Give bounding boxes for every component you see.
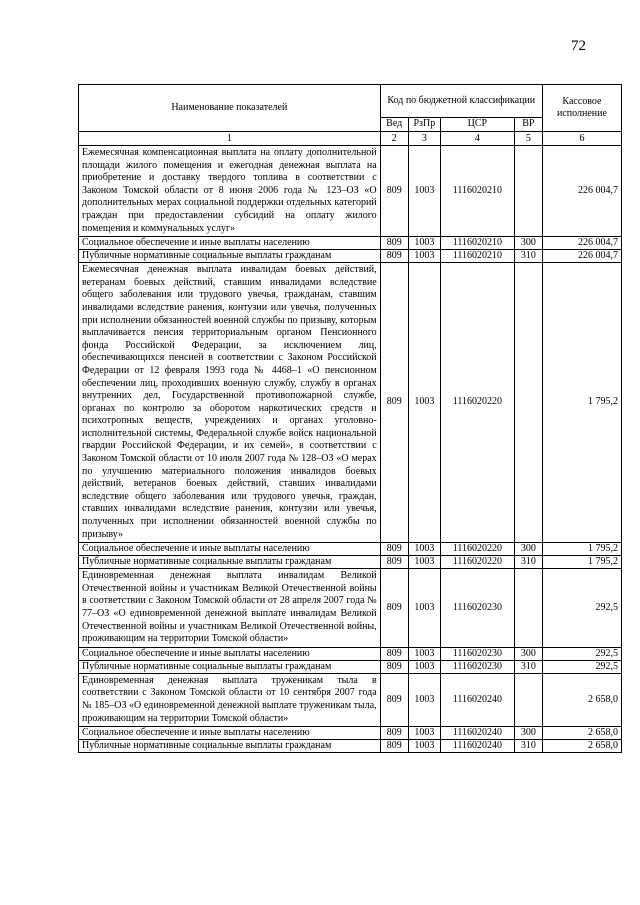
column-number: 6 xyxy=(542,132,621,146)
row-ved: 809 xyxy=(380,250,408,263)
row-vr: 300 xyxy=(514,727,542,740)
row-vr: 310 xyxy=(514,740,542,753)
row-csr: 1116020220 xyxy=(440,543,514,556)
table-row xyxy=(79,569,622,648)
table-row xyxy=(79,647,622,660)
row-name: Ежемесячная компенсационная выплата на оплату дополнительной площади жилого помещения и ежегодная денежная выплата на приобретение и доставку твердого топлива в соответствии с Законом Томской области от 8 июня 2006 года № 123–ОЗ «О дополнительных мерах социальной поддержки отдельных категорий граждан при предоставлении субсидий на оплату жилого помещения и коммунальных услуг» xyxy=(79,146,381,237)
row-vr xyxy=(514,569,542,648)
row-name: Социальное обеспечение и иные выплаты населению xyxy=(79,647,381,660)
column-number: 1 xyxy=(79,132,381,146)
row-vr xyxy=(514,146,542,237)
row-rzpr: 1003 xyxy=(408,673,440,726)
row-csr: 1116020230 xyxy=(440,647,514,660)
row-name: Единовременная денежная выплата инвалидам Великой Отечественной войны и участникам Великой Отечественной войны в соответствии с Законом Томской области от 28 апреля 2007 года № 77–ОЗ «О единовременной денежной выплате инвалидам Великой Отечественной войны и участникам Великой Отечественной войны, проживающим на территории Томской области» xyxy=(79,569,381,648)
page-number: 72 xyxy=(571,38,586,54)
row-ved: 809 xyxy=(380,569,408,648)
header-ved: Вед xyxy=(380,118,408,132)
row-name: Единовременная денежная выплата труженикам тыла в соответствии с Законом Томской области от 10 сентября 2007 года № 185–ОЗ «О единовременной денежной выплате труженикам тыла, проживающим на территории Томской области» xyxy=(79,673,381,726)
row-amount: 1 795,2 xyxy=(542,543,621,556)
row-name: Публичные нормативные социальные выплаты гражданам xyxy=(79,250,381,263)
table-row xyxy=(79,660,622,673)
row-csr: 1116020240 xyxy=(440,727,514,740)
row-ved: 809 xyxy=(380,237,408,250)
row-name: Публичные нормативные социальные выплаты гражданам xyxy=(79,740,381,753)
table-row xyxy=(79,237,622,250)
row-rzpr: 1003 xyxy=(408,569,440,648)
row-name: Социальное обеспечение и иные выплаты населению xyxy=(79,237,381,250)
table-row xyxy=(79,263,622,543)
row-name: Социальное обеспечение и иные выплаты населению xyxy=(79,727,381,740)
row-csr: 1116020210 xyxy=(440,250,514,263)
row-name: Публичные нормативные социальные выплаты гражданам xyxy=(79,660,381,673)
row-rzpr: 1003 xyxy=(408,647,440,660)
row-csr: 1116020210 xyxy=(440,237,514,250)
column-number: 4 xyxy=(440,132,514,146)
row-csr: 1116020220 xyxy=(440,556,514,569)
row-rzpr: 1003 xyxy=(408,263,440,543)
row-ved: 809 xyxy=(380,543,408,556)
column-number: 2 xyxy=(380,132,408,146)
budget-table xyxy=(78,84,622,753)
row-vr: 310 xyxy=(514,250,542,263)
row-amount: 292,5 xyxy=(542,660,621,673)
row-rzpr: 1003 xyxy=(408,237,440,250)
row-amount: 292,5 xyxy=(542,569,621,648)
row-rzpr: 1003 xyxy=(408,146,440,237)
table-row xyxy=(79,556,622,569)
row-vr: 300 xyxy=(514,237,542,250)
row-amount: 2 658,0 xyxy=(542,740,621,753)
row-rzpr: 1003 xyxy=(408,740,440,753)
row-rzpr: 1003 xyxy=(408,727,440,740)
header-name: Наименование показателей xyxy=(79,85,381,132)
table-row xyxy=(79,250,622,263)
row-rzpr: 1003 xyxy=(408,543,440,556)
row-amount: 2 658,0 xyxy=(542,727,621,740)
header-code-group: Код по бюджетной классификации xyxy=(380,85,542,118)
column-number: 3 xyxy=(408,132,440,146)
table-row xyxy=(79,543,622,556)
row-ved: 809 xyxy=(380,660,408,673)
row-vr: 310 xyxy=(514,660,542,673)
table-row xyxy=(79,740,622,753)
row-csr: 1116020240 xyxy=(440,673,514,726)
header-rzpr: РзПр xyxy=(408,118,440,132)
row-amount: 1 795,2 xyxy=(542,263,621,543)
row-amount: 226 004,7 xyxy=(542,250,621,263)
row-rzpr: 1003 xyxy=(408,556,440,569)
header-cash-execution: Кассовое исполнение xyxy=(542,85,621,132)
table-row xyxy=(79,727,622,740)
row-name: Социальное обеспечение и иные выплаты населению xyxy=(79,543,381,556)
row-csr: 1116020220 xyxy=(440,263,514,543)
row-name: Публичные нормативные социальные выплаты гражданам xyxy=(79,556,381,569)
row-amount: 1 795,2 xyxy=(542,556,621,569)
row-csr: 1116020230 xyxy=(440,660,514,673)
row-vr: 310 xyxy=(514,556,542,569)
row-amount: 226 004,7 xyxy=(542,146,621,237)
table-row xyxy=(79,146,622,237)
row-vr: 300 xyxy=(514,647,542,660)
row-ved: 809 xyxy=(380,740,408,753)
column-number: 5 xyxy=(514,132,542,146)
row-csr: 1116020210 xyxy=(440,146,514,237)
row-ved: 809 xyxy=(380,673,408,726)
row-amount: 2 658,0 xyxy=(542,673,621,726)
row-vr xyxy=(514,263,542,543)
row-csr: 1116020240 xyxy=(440,740,514,753)
row-name: Ежемесячная денежная выплата инвалидам боевых действий, ветеранам боевых действий, ставшим инвалидами вследствие общего заболевания или трудового увечья, гражданам, ставшим инвалидами вследствие ранения, контузии или увечья, полученных при исполнении обязанностей военной службы по призыву, которым выплачивается пенсия территориальным органом Пенсионного фонда Российской Федерации, за исключением лиц, обеспечивающихся пенсией в соответствии с Законом Российской Федерации от 12 февраля 1993 года № 4468–1 «О пенсионном обеспечении лиц, проходивших военную службу, службу в органах внутренних дел, Государственной противопожарной службе, органах по контролю за оборотом наркотических средств и психотропных веществ, учреждениях и органах уголовно-исполнительной системы, Федеральной службе войск национальной гвардии Российской Федерации, и их семей», в соответствии с Законом Томской области от 10 июля 2007 года № 128–ОЗ «О мерах по улучшению материального положения инвалидов боевых действий, ветеранов боевых действий, ставших инвалидами вследствие общего заболевания или трудового увечья, граждан, ставших инвалидами вследствие ранения, контузии или увечья, полученных при исполнении обязанностей военной службы по призыву» xyxy=(79,263,381,543)
row-rzpr: 1003 xyxy=(408,250,440,263)
row-ved: 809 xyxy=(380,647,408,660)
row-ved: 809 xyxy=(380,556,408,569)
row-rzpr: 1003 xyxy=(408,660,440,673)
table-row xyxy=(79,673,622,726)
row-vr xyxy=(514,673,542,726)
row-csr: 1116020230 xyxy=(440,569,514,648)
row-ved: 809 xyxy=(380,727,408,740)
header-csr: ЦСР xyxy=(440,118,514,132)
row-ved: 809 xyxy=(380,263,408,543)
header-vr: ВР xyxy=(514,118,542,132)
row-vr: 300 xyxy=(514,543,542,556)
row-amount: 226 004,7 xyxy=(542,237,621,250)
row-ved: 809 xyxy=(380,146,408,237)
row-amount: 292,5 xyxy=(542,647,621,660)
